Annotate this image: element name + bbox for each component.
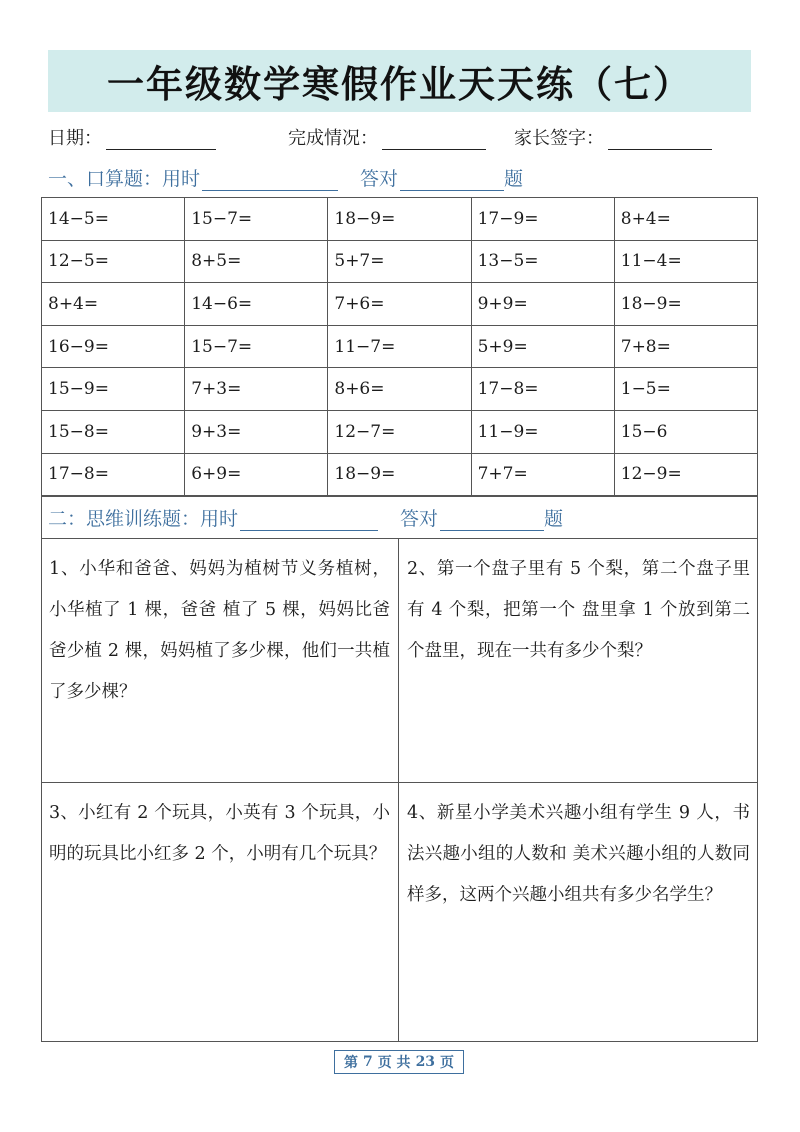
completion-label: 完成情况：: [288, 128, 378, 149]
word-problem-4: [399, 782, 758, 1042]
problem-cell: 12−7=: [328, 410, 471, 453]
page-suffix: 页: [440, 1055, 455, 1071]
problem-cell: 17−8=: [42, 453, 185, 496]
info-row: [48, 120, 748, 150]
table-row: [42, 240, 758, 283]
question-text: 2、第一个盘子里有 5 个梨，第二个盘子里有 4 个梨，把第一个 盘里拿 1 个放到第二个盘里，现在一共有多少个梨？: [407, 559, 750, 661]
section2-correct-label: 答对: [400, 508, 439, 530]
section1-correct-label: 答对: [360, 168, 399, 190]
problem-cell: 7+7=: [471, 453, 614, 496]
word-problem-2: [399, 538, 758, 782]
page-number: 7: [362, 1054, 373, 1070]
problem-cell: 8+5=: [185, 240, 328, 283]
problem-cell: 8+4=: [42, 283, 185, 326]
problem-cell: 17−9=: [471, 198, 614, 241]
word-problem-1: [41, 538, 399, 782]
problem-cell: 15−9=: [42, 368, 185, 411]
parent-signature-label: 家长签字：: [514, 128, 604, 149]
problem-cell: 16−9=: [42, 325, 185, 368]
problem-cell: 15−7=: [185, 198, 328, 241]
section1-unit: 题: [504, 168, 524, 190]
table-row: [42, 410, 758, 453]
problem-cell: 15−8=: [42, 410, 185, 453]
problem-cell: 11−9=: [471, 410, 614, 453]
section2-title: 二：思维训练题：用时: [48, 508, 239, 530]
section1-correct-blank[interactable]: [400, 172, 504, 191]
title-banner: [48, 50, 751, 112]
page-title: 一年级数学寒假作业天天练（七）: [107, 63, 692, 106]
problem-cell: 5+7=: [328, 240, 471, 283]
table-row: [42, 283, 758, 326]
completion-blank[interactable]: [382, 131, 486, 150]
problem-cell: 13−5=: [471, 240, 614, 283]
problem-cell: 11−7=: [328, 325, 471, 368]
page-prefix: 第: [343, 1055, 358, 1071]
problem-cell: 5+9=: [471, 325, 614, 368]
section1-title: 一、口算题：用时: [48, 168, 201, 190]
section1-heading: [48, 164, 523, 191]
date-blank[interactable]: [106, 131, 216, 150]
problem-cell: 8+4=: [614, 198, 757, 241]
question-text: 4、新星小学美术兴趣小组有学生 9 人，书法兴趣小组的人数和 美术兴趣小组的人数同样多，这两个兴趣小组共有多少名学生？: [407, 803, 750, 905]
problem-cell: 8+6=: [328, 368, 471, 411]
table-row: [42, 368, 758, 411]
problem-cell: 14−6=: [185, 283, 328, 326]
signature-blank[interactable]: [608, 131, 712, 150]
signature-field: [514, 124, 712, 150]
section2-heading: [48, 504, 563, 531]
table-row: [42, 325, 758, 368]
date-field: [48, 124, 216, 150]
problem-cell: 15−7=: [185, 325, 328, 368]
problem-cell: 9+9=: [471, 283, 614, 326]
date-label: 日期：: [48, 128, 102, 149]
word-problem-3: [41, 782, 399, 1042]
problem-cell: 18−9=: [328, 198, 471, 241]
mental-math-table: [41, 197, 758, 496]
problem-cell: 7+3=: [185, 368, 328, 411]
problem-cell: 11−4=: [614, 240, 757, 283]
problem-cell: 9+3=: [185, 410, 328, 453]
problem-cell: 14−5=: [42, 198, 185, 241]
section1-time-blank[interactable]: [202, 172, 338, 191]
completion-field: [288, 124, 486, 150]
word-problem-grid: [41, 538, 758, 1042]
problem-cell: 6+9=: [185, 453, 328, 496]
table-row: [42, 453, 758, 496]
problem-cell: 18−9=: [614, 283, 757, 326]
section2-unit: 题: [544, 508, 564, 530]
problem-cell: 17−8=: [471, 368, 614, 411]
problem-cell: 12−9=: [614, 453, 757, 496]
section2-time-blank[interactable]: [240, 512, 378, 531]
page-total: 23: [415, 1054, 436, 1070]
problem-cell: 15−6: [614, 410, 757, 453]
table-row: [42, 198, 758, 241]
problem-cell: 18−9=: [328, 453, 471, 496]
section2-correct-blank[interactable]: [440, 512, 544, 531]
problem-cell: 1−5=: [614, 368, 757, 411]
question-text: 1、小华和爸爸、妈妈为植树节义务植树，小华植了 1 棵，爸爸 植了 5 棵，妈妈比爸爸少植 2 棵，妈妈植了多少棵，他们一共植 了多少棵？: [49, 559, 390, 702]
problem-cell: 7+8=: [614, 325, 757, 368]
page-number-box: [334, 1050, 464, 1074]
problem-cell: 7+6=: [328, 283, 471, 326]
problem-cell: 12−5=: [42, 240, 185, 283]
question-text: 3、小红有 2 个玩具，小英有 3 个玩具，小明的玩具比小红多 2 个，小明有几个玩具？: [49, 803, 390, 864]
page-mid: 页 共: [377, 1055, 411, 1071]
